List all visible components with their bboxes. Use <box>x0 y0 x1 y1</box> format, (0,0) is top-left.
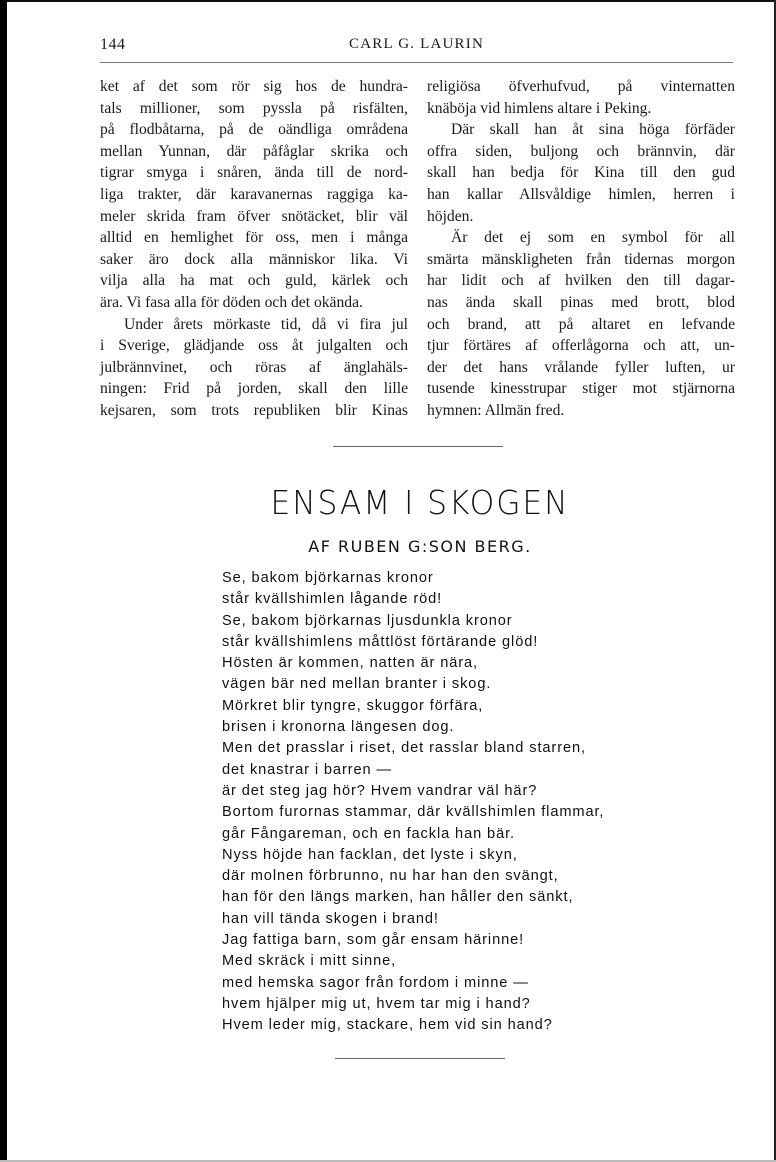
poem-verse: Bortom furornas stammar, där kvällshimlen flammar, <box>222 804 605 821</box>
poem-verse: med hemska sagor från fordom i minne — <box>222 974 529 991</box>
text-line: der det hans vrålande fyller luften, ur <box>427 358 735 376</box>
poem-verse: står kvällshimlen lågande röd! <box>222 591 443 608</box>
text-line: skall han bedja för Kina till den gud <box>427 164 735 182</box>
text-line: Är det ej som en symbol för all <box>451 229 735 247</box>
poem-verse: brisen i kronorna längesen dog. <box>222 719 455 736</box>
text-line: meler skrida fram öfver snötäcket, blir väl <box>100 207 408 225</box>
poem-body <box>222 568 604 1037</box>
page-number: 144 <box>100 36 126 53</box>
text-line: Där skall han åt sina höga förfäder <box>451 121 735 139</box>
text-line: knäböja vid himlens altare i Peking. <box>427 99 652 117</box>
poem-verse: han för den längs marken, han håller den sänkt, <box>222 889 574 906</box>
text-line: ket af det som rör sig hos de hundra- <box>100 78 408 95</box>
poem-verse: Hvem leder mig, stackare, hem vid sin hand? <box>222 1017 553 1034</box>
section-divider <box>335 1058 505 1059</box>
text-line: liga trakter, där karavanernas raggiga ka- <box>100 185 408 203</box>
text-line: vilja alla ha mat och guld, kärlek och <box>100 272 408 290</box>
scan-border-left <box>0 0 7 1162</box>
poem-title: ENSAM I SKOGEN <box>270 483 570 522</box>
poem-verse: går Fångareman, och en fackla han bär. <box>222 825 515 842</box>
poem-verse: han vill tända skogen i brand! <box>222 910 439 927</box>
poem-verse: Hösten är kommen, natten är nära, <box>222 655 479 672</box>
poem-byline: AF RUBEN G:SON BERG. <box>308 537 532 556</box>
text-line: saker äro dock alla människor lika. Vi <box>100 250 408 268</box>
text-line: smärta mänskligheten från tidernas morgon <box>427 250 735 268</box>
text-line: tjur förtäres af offerlågorna och att, un- <box>427 337 735 355</box>
text-line: har lidit och af hvilken den till dagar- <box>427 272 735 290</box>
poem-verse: det knastrar i barren — <box>222 761 392 778</box>
right-column <box>427 76 735 422</box>
poem-verse: står kvällshimlens måttlöst förtärande glöd! <box>222 633 539 650</box>
poem-verse: Jag fattiga barn, som går ensam härinne! <box>222 932 525 949</box>
text-line: höjden. <box>427 207 474 225</box>
text-line: nas ända skall pinas med brott, blod <box>427 293 735 311</box>
poem-verse: vägen bär ned mellan branter i skog. <box>222 676 492 693</box>
text-line: och brand, att på altaret en lefvande <box>427 315 735 333</box>
page-header <box>100 36 733 62</box>
poem-verse: Se, bakom björkarnas kronor <box>222 570 434 586</box>
poem-verse: Nyss höjde han facklan, det lyste i skyn, <box>222 846 518 863</box>
poem-verse: Se, bakom björkarnas ljusdunkla kronor <box>222 612 513 629</box>
text-line: religiösa öfverhufvud, på vinternatten <box>427 78 735 95</box>
running-title: CARL G. LAURIN <box>349 36 484 52</box>
text-line: han kallar Allsvåldige himlen, herren i <box>427 185 735 203</box>
poem-verse: hvem hjälper mig ut, hvem tar mig i hand? <box>222 995 531 1012</box>
section-divider <box>333 446 503 447</box>
text-line: tals millioner, som pyssla på risfälten, <box>100 99 408 117</box>
text-line: tusende kinesstrupar stiger mot stjärnorna <box>427 380 735 398</box>
text-line: ära. Vi fasa alla för döden och det okända. <box>100 293 363 311</box>
poem-verse: Med skräck i mitt sinne, <box>222 953 397 970</box>
text-line: kejsaren, som trots republiken blir Kinas <box>100 401 408 419</box>
text-line: Under årets mörkaste tid, då vi fira jul <box>124 315 408 333</box>
text-line: alltid en hemlighet för oss, men i många <box>100 229 408 247</box>
poem-verse: Mörkret blir tyngre, skuggor förfära, <box>222 697 484 714</box>
poem-verse: där molnen förbrunno, nu har han den svängt, <box>222 868 559 885</box>
left-column <box>100 76 408 422</box>
text-line: mellan Yunnan, där påfåglar skrika och <box>100 142 408 160</box>
poem-verse: är det steg jag hör? Hvem vandrar väl här? <box>222 782 538 799</box>
scan-border-top <box>7 0 776 2</box>
text-line: på flodbåtarna, på de oändliga områdena <box>100 121 408 139</box>
text-line: tigrar smyga i snåren, ända till de nord- <box>100 164 408 182</box>
text-line: hymnen: Allmän fred. <box>427 401 565 419</box>
header-rule <box>100 62 733 63</box>
text-line: offra siden, buljong och brännvin, där <box>427 142 735 160</box>
poem-verse: Men det prasslar i riset, det rasslar bland starren, <box>222 740 586 757</box>
text-line: i Sverige, glädjande oss åt julgalten och <box>100 337 408 355</box>
text-line: ningen: Frid på jorden, skall den lille <box>100 380 408 398</box>
text-line: julbrännvinet, och röras af änglahäls- <box>100 358 408 376</box>
